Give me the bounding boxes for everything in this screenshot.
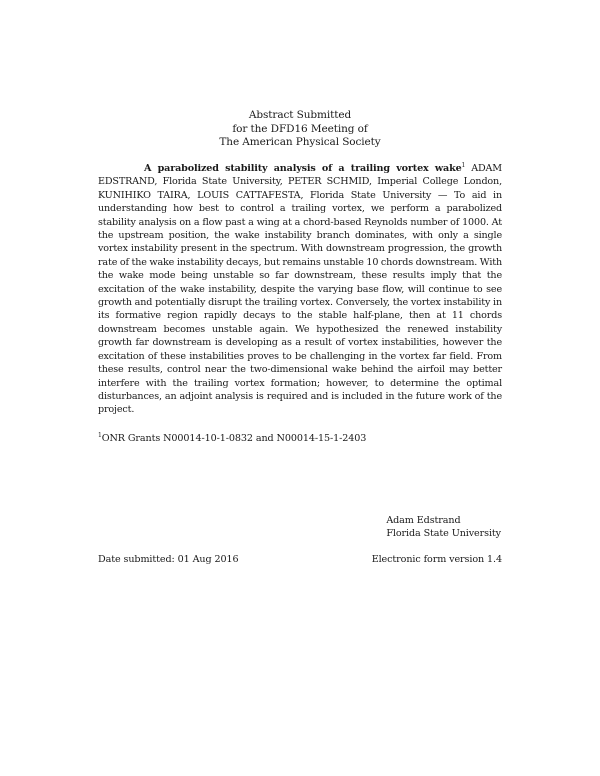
abstract-title: A parabolized stability analysis of a trailing vortex wake — [144, 163, 462, 174]
form-version: Electronic form version 1.4 — [371, 554, 502, 565]
header-line-1: Abstract Submitted — [248, 109, 352, 121]
footnote-text: ONR Grants N00014-10-1-0832 and N00014-15-1-2403 — [101, 433, 367, 444]
author-signature — [386, 514, 501, 541]
signature-affiliation: Florida State University — [386, 528, 501, 540]
footnote-mark: 1 — [98, 432, 102, 439]
abstract-body: ADAM EDSTRAND, Florida State University, PETER SCHMID, Imperial College London, KUNIHIKO TAIRA, LOUIS CATTAFESTA, Florida State University — To aid in understanding how best to control a trailing vortex, we perform a parabolized stability analysis on a flow past a wing at a chord-based Reynolds number of 1000. At the upstream position, the wake instability branch dominates, with only a single vortex instability present in the spectrum. With downstream progression, the growth rate of the wake instability decays, but remains unstable 10 chords downstream. With the wake mode being unstable so far downstream, these results imply that the excitation of the wake instability, despite the varying base flow, will continue to see growth and potentially disrupt the trailing vortex. Conversely, the vortex instability in its formative region rapidly decays to the stable half-plane, then at 11 chords downstream becomes unstable again. We hypothesized the renewed instability growth far downstream is developing as a result of vortex instabilities, however the excitation of these instabilities proves to be challenging in the vortex far field. From these results, control near the two-dimensional wake behind the airfoil may better interfere with the trailing vortex formation; however, to determine the optimal disturbances, an adjoint analysis is required and is included in the future work of the project. — [98, 163, 502, 416]
submission-header — [0, 109, 600, 150]
header-line-3: The American Physical Society — [219, 136, 381, 148]
abstract-paragraph — [98, 162, 502, 417]
footnote — [98, 432, 502, 445]
date-submitted: Date submitted: 01 Aug 2016 — [98, 554, 239, 565]
signature-name: Adam Edstrand — [386, 515, 461, 526]
title-footnote-mark: 1 — [461, 162, 466, 169]
header-line-2: for the DFD16 Meeting of — [232, 122, 368, 135]
